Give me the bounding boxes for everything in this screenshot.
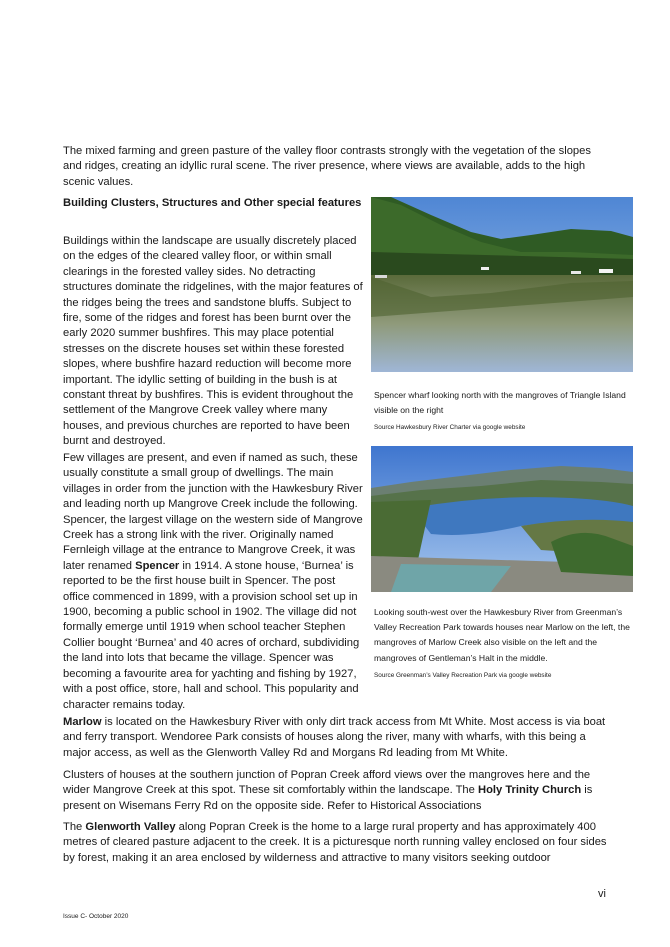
buildings-paragraph: Buildings within the landscape are usually discretely placed on the edges of the cleared valley floor, or within small clearings in the forested valley sides. No detracting structures dominate the ridgelines, with the major features of the ridges being the trees and sandstone bluffs. Subject to fire, some of the ridges and forest has been burnt over the early 2020 summer bushfires. This may place potential stresses on the discrete houses set within these forested slopes, where bushfire hazard reduction will become more important. The idyllic setting of building in the bush is at constant threat by bushfires. This is evident throughout the settlement of the Mangrove Creek valley where many houses, and previous churches are reported to have been burnt and destroyed.	[63, 235, 363, 448]
spencer-bold: Spencer	[135, 559, 180, 572]
glenworth-paragraph: The Glenworth Valley along Popran Creek is the home to a large rural property and has approximately 400 metres of cleared pasture adjacent to the creek. It is a picturesque north running valley enclosed on four sides by forest, making it an area enclosed by wilderness and attractive to many visitors seeking outdoor	[63, 821, 607, 864]
holy-trinity-bold: Holy Trinity Church	[477, 784, 582, 797]
villages-paragraph: Few villages are present, and even if named as such, these usually constitute a small group of dwellings. The main villages in order from the junction with the Hawkesbury River and leading north up Mangrove Creek include the following. Spencer, the largest village on the western side of Mangrove Creek has a strong link with the river. Originally named Fernleigh village at the entrance to Mangrove Creek, it was later renamed Spencer in 1914. A stone house, ‘Burnea’ is reported to be the first house built in Spencer. The post office commenced in 1899, with a provision school set up in 1900, becoming a public school in 1902. The village did not formally emerge until 1919 when school teacher Stephen Collier bought ‘Burnea’ and 40 acres of orchard, subdividing the land into lots that became the village. Spencer was becoming a favourite area for yachting and fishing by 1927, with a post office, store, hall and school. This popularity and character remains today.	[63, 452, 363, 711]
popran-paragraph: Clusters of houses at the southern junction of Popran Creek afford views over the mangroves here and the wider Mangrove Creek at this spot. These sit comfortably within the landscape. The Holy Trinity Church is present on Wisemans Ferry Rd on the opposite side. Refer to Historical Associations	[63, 769, 593, 812]
marlow-paragraph: Marlow is located on the Hawkesbury River with only dirt track access from Mt White. Most access is via boat and ferry transport. Wendoree Park consists of houses along the river, many with wharfs, with this being a major access, as well as the Glenworth Valley Rd and Morgans Rd leading from Mt White.	[63, 716, 606, 759]
figure2-caption: Looking south-west over the Hawkesbury River from Greenman’s Valley Recreation Park towards houses near Marlow on the left, the mangroves of Marlow Creek also visible on the left and the mangroves of Gentleman’s Halt in the middle.	[374, 607, 630, 663]
section-heading: Building Clusters, Structures and Other special features	[63, 197, 362, 209]
intro-paragraph: The mixed farming and green pasture of the valley floor contrasts strongly with the vegetation of the slopes and ridges, creating an idyllic rural scene. The river presence, where views are available, adds to the high scenic values.	[63, 145, 591, 188]
issue-label: Issue C- October 2020	[63, 913, 129, 920]
figure2-source: Source Greenman’s Valley Recreation Park via google website	[374, 672, 552, 679]
figure1-caption: Spencer wharf looking north with the mangroves of Triangle Island visible on the right	[374, 390, 626, 416]
figure1-source: Source Hawkesbury River Charter via google website	[374, 424, 526, 431]
page-number: vi	[598, 888, 606, 900]
marlow-bold: Marlow	[63, 716, 102, 728]
glenworth-bold: Glenworth Valley	[85, 821, 176, 833]
greenmans-valley-photo	[371, 446, 633, 592]
spencer-wharf-photo	[371, 197, 633, 372]
